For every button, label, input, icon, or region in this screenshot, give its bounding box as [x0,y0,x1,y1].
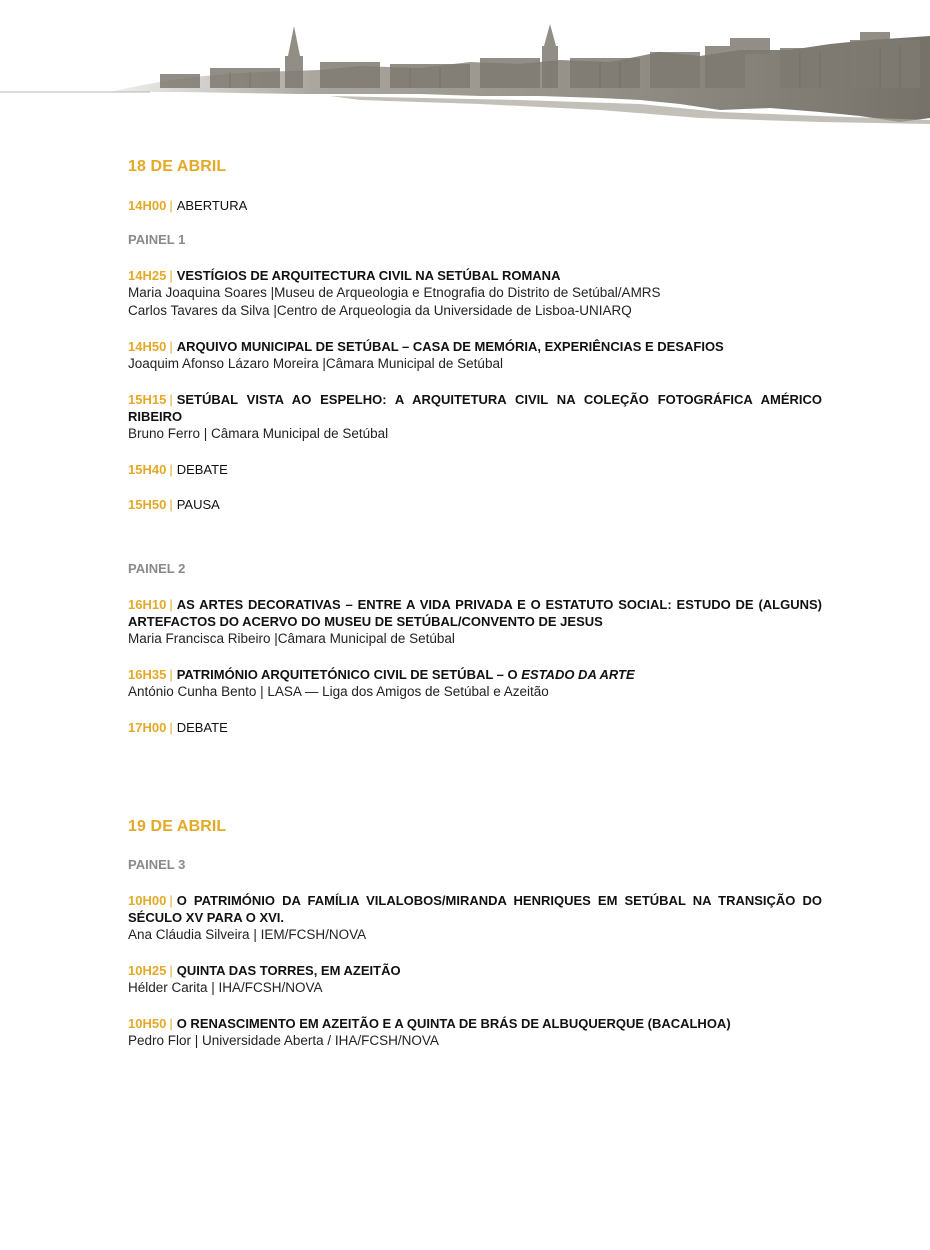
session-time: 16H10 [128,597,167,612]
session-heading [128,719,822,736]
session-item [128,892,822,944]
session-title: ARQUIVO MUNICIPAL DE SETÚBAL – CASA DE MEMÓRIA, EXPERIÊNCIAS E DESAFIOS [176,339,724,354]
skyline-banner-illustration [0,0,930,135]
session-item [128,267,822,320]
session-heading [128,267,822,284]
time-separator: | [169,339,173,354]
session-item [128,1015,822,1050]
panel-spacer [128,531,822,561]
session-item [128,719,822,736]
session-title: O RENASCIMENTO EM AZEITÃO E A QUINTA DE BRÁS DE ALBUQUERQUE (BACALHOA) [176,1016,731,1031]
session-heading [128,596,822,630]
time-separator: | [169,597,173,612]
speaker-line: Carlos Tavares da Silva |Centro de Arqueologia da Universidade de Lisboa-UNIARQ [128,303,632,318]
session-title: DEBATE [176,720,228,735]
panel-heading: PAINEL 2 [128,561,186,576]
programme [128,158,822,1068]
session-time: 10H00 [128,893,167,908]
time-separator: | [169,1016,173,1031]
session-item [128,391,822,443]
session-title: VESTÍGIOS DE ARQUITECTURA CIVIL NA SETÚBAL ROMANA [176,268,561,283]
session-title: AS ARTES DECORATIVAS – ENTRE A VIDA PRIVADA E O ESTATUTO SOCIAL: ESTUDO DE (ALGUNS) ARTEFACTOS DO ACERVO DO MUSEU DE SETÚBAL/CONVENTO DE JESUS [128,597,822,629]
session-title-italic: ESTADO DA ARTE [521,667,635,682]
session-item [128,338,822,373]
session-time: 15H15 [128,392,167,407]
session-title: ABERTURA [176,198,248,213]
session-time: 10H25 [128,963,167,978]
session-item [128,962,822,997]
session-time: 10H50 [128,1016,167,1031]
session-heading [128,496,822,513]
speaker-line: António Cunha Bento | LASA — Liga dos Amigos de Setúbal e Azeitão [128,684,549,699]
day-heading: 19 DE ABRIL [128,818,227,835]
session-time: 14H00 [128,198,167,213]
session-title: SETÚBAL VISTA AO ESPELHO: A ARQUITETURA CIVIL NA COLEÇÃO FOTOGRÁFICA AMÉRICO RIBEIRO [128,392,822,424]
speaker-line: Hélder Carita | IHA/FCSH/NOVA [128,980,323,995]
time-separator: | [169,720,173,735]
time-separator: | [169,497,173,512]
session-item [128,496,822,513]
section-spacer [128,754,822,818]
time-separator: | [169,198,173,213]
time-separator: | [169,462,173,477]
session-heading [128,1015,822,1032]
session-heading [128,391,822,425]
speaker-line: Maria Joaquina Soares |Museu de Arqueologia e Etnografia do Distrito de Setúbal/AMRS [128,285,661,300]
time-separator: | [169,963,173,978]
speaker-line: Bruno Ferro | Câmara Municipal de Setúbal [128,426,389,441]
time-separator: | [169,392,173,407]
session-time: 17H00 [128,720,167,735]
day-heading: 18 DE ABRIL [128,158,227,175]
time-separator: | [169,667,173,682]
session-time: 16H35 [128,667,167,682]
session-heading [128,338,822,355]
session-item [128,461,822,478]
session-title: PAUSA [176,497,220,512]
session-time: 15H50 [128,497,167,512]
panel-heading: PAINEL 1 [128,232,186,247]
session-title: QUINTA DAS TORRES, EM AZEITÃO [176,963,401,978]
session-time: 15H40 [128,462,167,477]
session-heading [128,892,822,926]
session-title: O PATRIMÓNIO DA FAMÍLIA VILALOBOS/MIRANDA HENRIQUES EM SETÚBAL NA TRANSIÇÃO DO SÉCULO XV PARA O XVI. [128,893,822,925]
session-heading [128,197,822,214]
time-separator: | [169,893,173,908]
session-title: PATRIMÓNIO ARQUITETÓNICO CIVIL DE SETÚBAL – O [176,667,522,682]
session-item [128,666,822,701]
speaker-line: Joaquim Afonso Lázaro Moreira |Câmara Municipal de Setúbal [128,356,503,371]
session-time: 14H50 [128,339,167,354]
session-heading [128,666,822,683]
session-heading [128,962,822,979]
session-item [128,596,822,648]
speaker-line: Ana Cláudia Silveira | IEM/FCSH/NOVA [128,927,367,942]
speaker-line: Pedro Flor | Universidade Aberta / IHA/FCSH/NOVA [128,1033,439,1048]
session-title: DEBATE [176,462,228,477]
session-item [128,197,822,214]
speaker-line: Maria Francisca Ribeiro |Câmara Municipal de Setúbal [128,631,455,646]
session-heading [128,461,822,478]
panel-heading: PAINEL 3 [128,857,186,872]
time-separator: | [169,268,173,283]
session-time: 14H25 [128,268,167,283]
